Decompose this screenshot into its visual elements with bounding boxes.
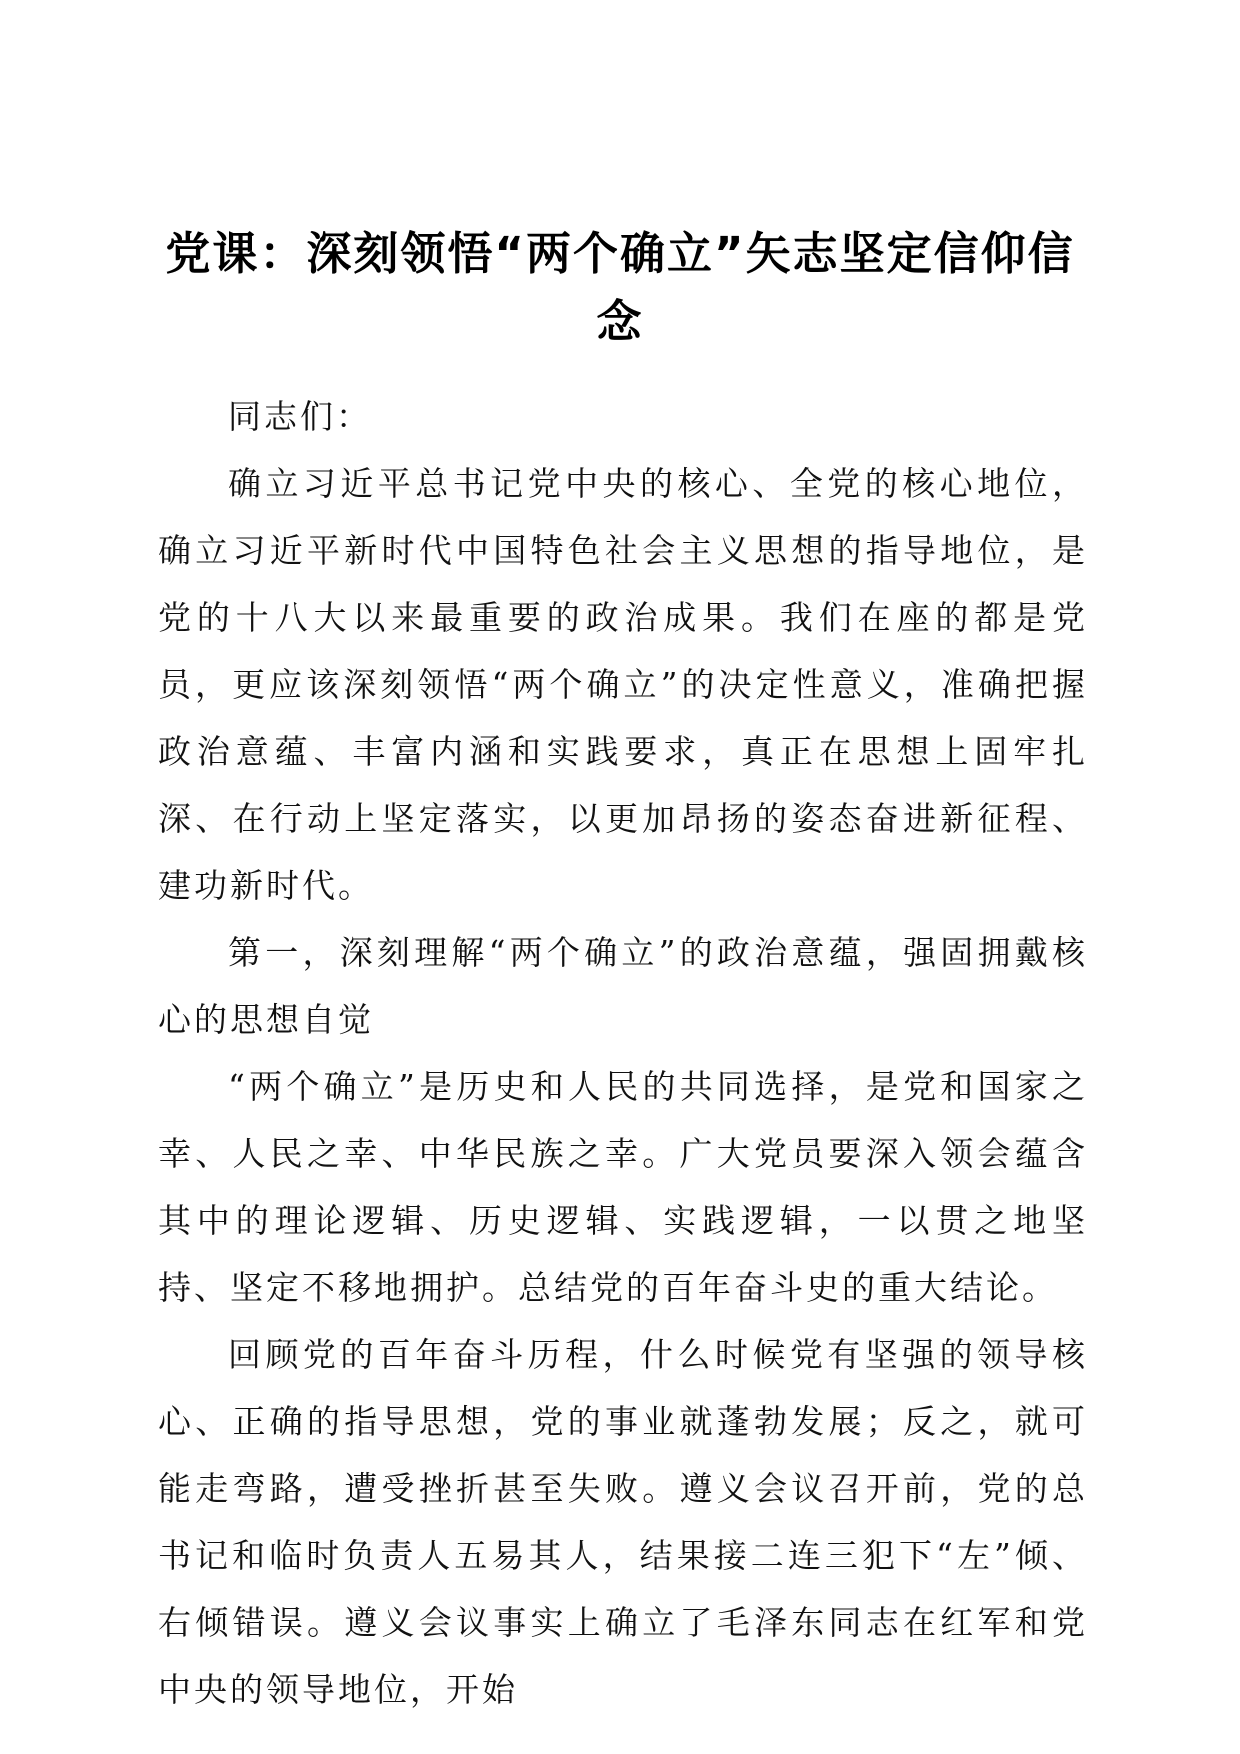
body-paragraph: 确立习近平总书记党中央的核心、全党的核心地位，确立习近平新时代中国特色社会主义思想的指导地位，是党的十八大以来最重要的政治成果。我们在座的都是党员，更应该深刻领悟“两个确立”的决定性意义，准确把握政治意蕴、丰富内涵和实践要求，真正在思想上固牢扎深、在行动上坚定落实，以更加昂扬的姿态奋进新征程、建功新时代。 xyxy=(158,464,1088,905)
section-heading-paragraph: 第一，深刻理解“两个确立”的政治意蕴，强固拥戴核心的思想自觉 xyxy=(158,933,1088,1039)
body-paragraph: 回顾党的百年奋斗历程，什么时候党有坚强的领导核心、正确的指导思想，党的事业就蓬勃发展；反之，就可能走弯路，遭受挫折甚至失败。遵义会议召开前，党的总书记和临时负责人五易其人，结果接二连三犯下“左”倾、右倾错误。遵义会议事实上确立了毛泽东同志在红军和党中央的领导地位，开始 xyxy=(158,1335,1088,1709)
body-paragraph: “两个确立”是历史和人民的共同选择，是党和国家之幸、人民之幸、中华民族之幸。广大党员要深入领会蕴含其中的理论逻辑、历史逻辑、实践逻辑，一以贯之地坚持、坚定不移地拥护。总结党的百年奋斗史的重大结论。 xyxy=(158,1067,1088,1307)
document-body xyxy=(158,383,1088,1723)
salutation-paragraph: 同志们： xyxy=(228,397,372,436)
document-title: 党课：深刻领悟“两个确立”矢志坚定信仰信念 xyxy=(165,227,1075,348)
